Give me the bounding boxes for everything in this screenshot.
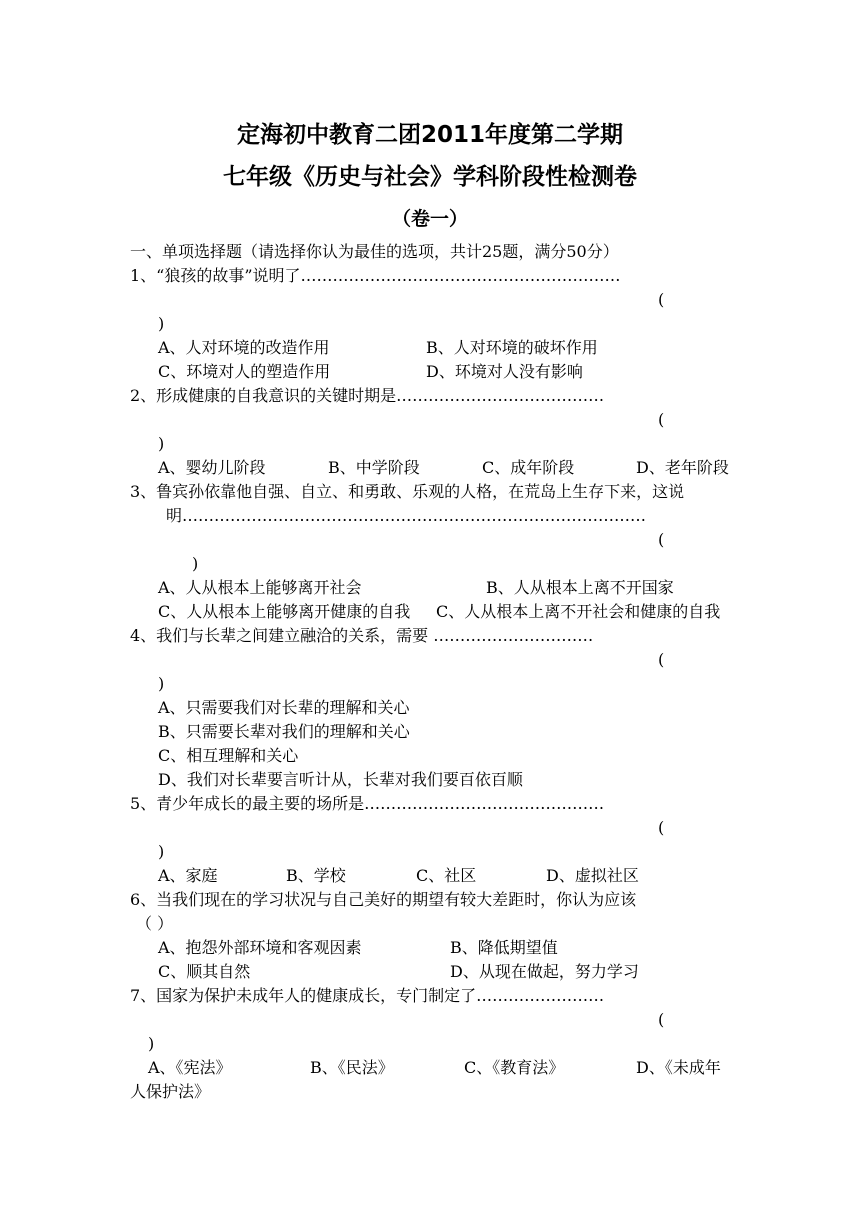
exam-subtitle: 七年级《历史与社会》学科阶段性检测卷 [223, 164, 637, 190]
question-6-option-c: C、顺其自然 [158, 962, 251, 981]
question-3-option-c: C、人从根本上能够离开健康的自我 [158, 602, 411, 621]
question-7-paren-open: ( [658, 1010, 665, 1029]
question-4-paren-open: ( [658, 650, 665, 669]
question-6-option-d: D、从现在做起，努力学习 [450, 962, 639, 981]
question-1-option-c: C、环境对人的塑造作用 [158, 362, 331, 381]
question-7-option-d: D、《未成年 [636, 1058, 721, 1077]
question-6-stem: 6、当我们现在的学习状况与自己美好的期望有较大差距时，你认为应该 [130, 890, 637, 909]
question-4-stem: 4、我们与长辈之间建立融洽的关系，需要 ………………………… [130, 626, 594, 645]
question-3-option-a: A、人从根本上能够离开社会 [158, 578, 362, 597]
question-7-stem: 7、国家为保护未成年人的健康成长，专门制定了…………………… [130, 986, 605, 1005]
question-4-option-a: A、只需要我们对长辈的理解和关心 [158, 698, 410, 717]
question-5-option-a: A、家庭 [158, 866, 218, 885]
question-1-stem: 1、“狼孩的故事”说明了…………………………………………………… [130, 266, 621, 285]
volume-label: （卷一） [391, 208, 468, 230]
question-6-option-a: A、抱怨外部环境和客观因素 [158, 938, 362, 957]
question-6-option-b: B、降低期望值 [450, 938, 558, 957]
question-5-option-c: C、社区 [416, 866, 477, 885]
question-4-option-b: B、只需要长辈对我们的理解和关心 [158, 722, 410, 741]
question-1-paren-close: ) [158, 314, 165, 333]
question-7-option-d-continued: 人保护法》 [130, 1082, 211, 1101]
question-3-paren-open: ( [658, 530, 665, 549]
question-5-paren-open: ( [658, 818, 665, 837]
question-5-option-d: D、虚拟社区 [546, 866, 639, 885]
question-2-option-b: B、中学阶段 [328, 458, 420, 477]
question-3-option-b: B、人从根本上离不开国家 [486, 578, 674, 597]
question-1-paren-open: ( [658, 290, 665, 309]
question-2-option-c: C、成年阶段 [482, 458, 575, 477]
question-4-option-c: C、相互理解和关心 [158, 746, 299, 765]
question-2-option-a: A、婴幼儿阶段 [158, 458, 266, 477]
question-5-stem: 5、青少年成长的最主要的场所是……………………………………… [130, 794, 605, 813]
question-7-option-a: A、《宪法》 [148, 1058, 232, 1077]
section-heading: 一、单项选择题（请选择你认为最佳的选项，共计25题，满分50分） [130, 242, 619, 261]
question-4-option-d: D、我们对长辈要言听计从，长辈对我们要百依百顺 [158, 770, 523, 789]
question-3-paren-close: ) [192, 554, 199, 573]
question-1-option-d: D、环境对人没有影响 [426, 362, 583, 381]
question-4-paren-close: ) [158, 674, 165, 693]
question-5-option-b: B、学校 [286, 866, 346, 885]
question-2-paren-open: ( [658, 410, 665, 429]
question-6-answer-paren: （ ） [136, 914, 174, 933]
question-2-option-d: D、老年阶段 [636, 458, 729, 477]
exam-title: 定海初中教育二团2011年度第二学期 [236, 122, 623, 148]
question-1-option-a: A、人对环境的改造作用 [158, 338, 330, 357]
question-7-option-c: C、《教育法》 [464, 1058, 565, 1077]
question-3-option-d: C、人从根本上离不开社会和健康的自我 [436, 602, 721, 621]
question-5-paren-close: ) [158, 842, 165, 861]
question-7-paren-close: ) [148, 1034, 155, 1053]
question-3-stem: 3、鲁宾孙依靠他自强、自立、和勇敢、乐观的人格，在荒岛上生存下来，这说 [130, 482, 685, 501]
question-3-stem-continued: 明…………………………………………………………………………… [166, 506, 647, 525]
question-1-option-b: B、人对环境的破坏作用 [426, 338, 598, 357]
question-7-option-b: B、《民法》 [310, 1058, 394, 1077]
question-2-paren-close: ) [158, 434, 165, 453]
question-2-stem: 2、形成健康的自我意识的关键时期是………………………………… [130, 386, 605, 405]
